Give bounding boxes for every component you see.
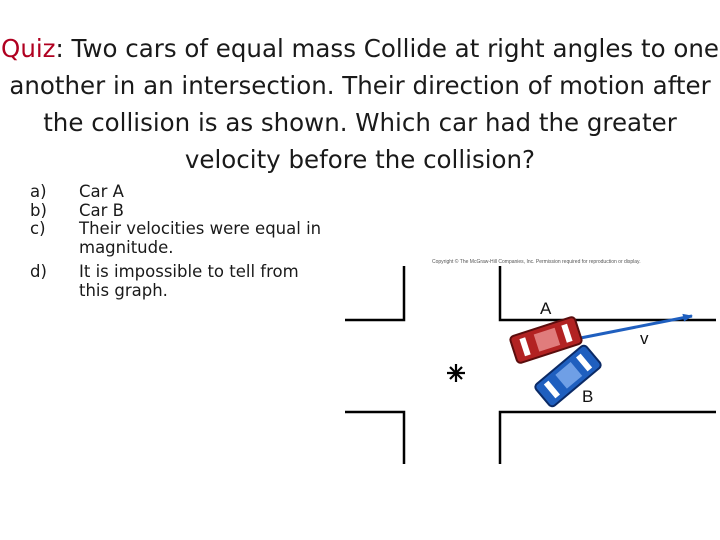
option-key: c) bbox=[30, 219, 46, 238]
option-key: d) bbox=[30, 262, 47, 281]
intersection-roads bbox=[345, 266, 716, 464]
option-d bbox=[30, 263, 330, 300]
answer-options bbox=[30, 183, 330, 300]
quiz-label: Quiz bbox=[1, 34, 56, 63]
option-a bbox=[30, 183, 330, 202]
collision-diagram bbox=[340, 254, 716, 466]
quiz-question bbox=[0, 30, 720, 178]
option-text: Their velocities were equal in magnitude. bbox=[79, 219, 322, 257]
car-a-label: A bbox=[540, 299, 552, 318]
option-key: b) bbox=[30, 200, 47, 220]
option-text: Car B bbox=[79, 200, 124, 220]
collision-star-icon bbox=[447, 364, 465, 382]
option-key: a) bbox=[30, 182, 47, 201]
option-c bbox=[30, 220, 330, 257]
velocity-label: v bbox=[640, 329, 649, 348]
option-b bbox=[30, 202, 330, 221]
copyright-notice: Copyright © The McGraw-Hill Companies, Inc. Permission required for reproduction or display. bbox=[432, 259, 641, 265]
question-text: : Two cars of equal mass Collide at right angles to one another in an intersection. Their direction of motion after the collision is as shown. Which car had the greater velocity before the collision? bbox=[9, 34, 719, 174]
option-text: Car A bbox=[79, 182, 124, 201]
option-text: It is impossible to tell from this graph. bbox=[79, 262, 299, 300]
car-b-label: B bbox=[582, 387, 594, 406]
